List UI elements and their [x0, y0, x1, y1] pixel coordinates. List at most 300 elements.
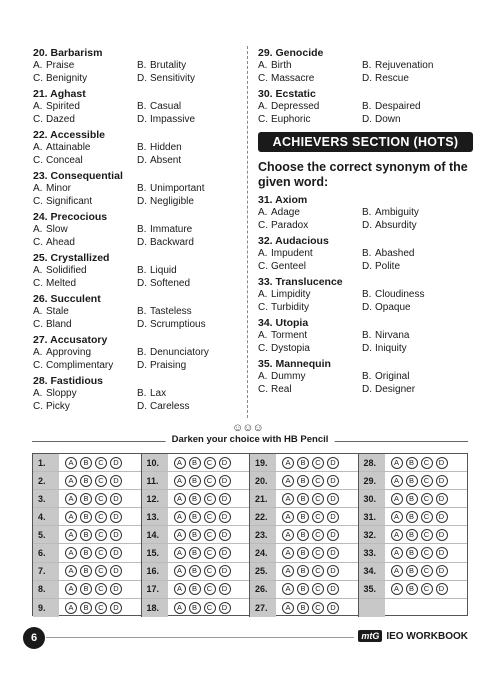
answer-bubble[interactable]: C: [421, 511, 433, 523]
option-letter: D.: [362, 383, 372, 395]
answer-bubble[interactable]: B: [189, 511, 201, 523]
option-text: Careless: [150, 400, 190, 412]
answer-bubble[interactable]: C: [312, 565, 324, 577]
answer-bubble[interactable]: C: [95, 493, 107, 505]
answer-bubble[interactable]: C: [312, 493, 324, 505]
option-list: [33, 306, 238, 331]
answer-number: 21.: [250, 490, 276, 507]
answer-bubble[interactable]: B: [189, 457, 201, 469]
option-text: Euphoric: [271, 113, 311, 125]
answer-bubble[interactable]: A: [174, 565, 186, 577]
option-text: Hidden: [150, 142, 182, 153]
answer-row: [359, 526, 468, 544]
option-list: [33, 101, 238, 126]
answer-bubble[interactable]: D: [436, 475, 448, 487]
bubble-group: [385, 547, 448, 559]
option-letter: A.: [258, 330, 268, 341]
option-item: [258, 302, 362, 315]
answer-bubble[interactable]: C: [204, 511, 216, 523]
option-item: [258, 289, 362, 302]
bubble-group: [59, 602, 122, 614]
answer-bubble[interactable]: B: [297, 529, 309, 541]
question-item: [258, 88, 473, 126]
answer-bubble[interactable]: B: [406, 493, 418, 505]
option-item: [33, 278, 137, 291]
answer-bubble[interactable]: C: [95, 547, 107, 559]
answer-bubble[interactable]: A: [174, 511, 186, 523]
answer-row: [250, 599, 358, 617]
option-list: [258, 207, 473, 232]
option-letter: D.: [137, 236, 147, 248]
option-letter: D.: [362, 113, 372, 125]
option-text: Approving: [46, 347, 92, 358]
answer-bubble[interactable]: B: [80, 547, 92, 559]
option-text: Polite: [375, 260, 401, 272]
answer-number: 12.: [142, 490, 168, 507]
option-item: [137, 360, 238, 373]
option-text: Iniquity: [375, 342, 407, 354]
answer-row: [359, 508, 468, 526]
option-item: [137, 142, 238, 155]
question-title: 24. Precocious: [33, 211, 108, 223]
answer-bubble[interactable]: B: [189, 475, 201, 487]
answer-bubble[interactable]: A: [282, 493, 294, 505]
option-text: Down: [375, 113, 401, 125]
answer-bubble[interactable]: A: [391, 475, 403, 487]
answer-bubble[interactable]: B: [80, 583, 92, 595]
answer-bubble[interactable]: D: [219, 565, 231, 577]
answer-bubble[interactable]: A: [282, 602, 294, 614]
answer-number: 25.: [250, 563, 276, 580]
column-divider: [247, 46, 248, 418]
option-item: [362, 101, 473, 114]
answer-bubble[interactable]: B: [406, 457, 418, 469]
option-item: [137, 73, 238, 86]
answer-bubble[interactable]: C: [204, 602, 216, 614]
option-text: Genteel: [271, 260, 307, 272]
answer-bubble[interactable]: D: [436, 493, 448, 505]
option-letter: C.: [33, 359, 43, 371]
answer-bubble[interactable]: B: [297, 457, 309, 469]
answer-bubble[interactable]: B: [406, 565, 418, 577]
answer-bubble[interactable]: B: [406, 475, 418, 487]
answer-bubble[interactable]: B: [80, 457, 92, 469]
option-item: [33, 360, 137, 373]
answer-bubble[interactable]: B: [189, 602, 201, 614]
answer-bubble[interactable]: A: [65, 565, 77, 577]
option-letter: C.: [258, 72, 268, 84]
question-title: 25. Crystallized: [33, 252, 110, 264]
answer-bubble[interactable]: A: [282, 511, 294, 523]
answer-bubble[interactable]: D: [219, 493, 231, 505]
answer-bubble[interactable]: C: [312, 602, 324, 614]
answer-bubble[interactable]: A: [174, 493, 186, 505]
option-letter: B.: [137, 183, 147, 194]
answer-bubble[interactable]: A: [65, 602, 77, 614]
answer-number: 2.: [33, 472, 59, 489]
answer-bubble[interactable]: B: [80, 529, 92, 541]
option-letter: D.: [137, 72, 147, 84]
answer-bubble[interactable]: A: [65, 547, 77, 559]
option-letter: A.: [33, 347, 43, 358]
answer-bubble[interactable]: C: [421, 529, 433, 541]
answer-bubble[interactable]: D: [219, 547, 231, 559]
option-text: Impassive: [150, 113, 196, 125]
answer-bubble[interactable]: D: [436, 565, 448, 577]
option-list: [258, 248, 473, 273]
answer-bubble[interactable]: A: [282, 529, 294, 541]
answer-bubble[interactable]: C: [421, 475, 433, 487]
option-letter: A.: [33, 142, 43, 153]
bubble-group: [385, 475, 448, 487]
question-title: 21. Aghast: [33, 88, 86, 100]
answer-bubble[interactable]: C: [204, 583, 216, 595]
answer-bubble[interactable]: A: [391, 547, 403, 559]
bubble-group: [276, 583, 339, 595]
bubble-group: [59, 511, 122, 523]
question-item: [258, 47, 473, 85]
answer-bubble[interactable]: B: [189, 529, 201, 541]
answer-bubble[interactable]: B: [297, 602, 309, 614]
answer-bubble[interactable]: D: [110, 547, 122, 559]
answer-number: 32.: [359, 526, 385, 543]
answer-bubble[interactable]: B: [406, 529, 418, 541]
bubble-group: [168, 602, 231, 614]
option-item: [137, 224, 238, 237]
question-item: [33, 375, 238, 413]
answer-bubble[interactable]: B: [80, 475, 92, 487]
answer-bubble[interactable]: D: [436, 583, 448, 595]
option-text: Rescue: [375, 72, 409, 84]
option-letter: A.: [33, 183, 43, 194]
answer-bubble[interactable]: C: [312, 547, 324, 559]
option-text: Bland: [46, 318, 72, 330]
question-title: 29. Genocide: [258, 47, 324, 59]
answer-bubble[interactable]: A: [282, 547, 294, 559]
answer-bubble[interactable]: D: [327, 547, 339, 559]
answer-bubble[interactable]: D: [110, 511, 122, 523]
bubble-group: [385, 529, 448, 541]
option-letter: D.: [362, 72, 372, 84]
darken-text: Darken your choice with HB Pencil: [166, 434, 335, 445]
bubble-group: [59, 529, 122, 541]
answer-number: 26.: [250, 581, 276, 598]
answer-row: [359, 581, 468, 599]
option-item: [137, 319, 238, 332]
question-item: [33, 170, 238, 208]
answer-bubble[interactable]: C: [421, 547, 433, 559]
option-text: Impudent: [271, 248, 313, 259]
answer-number: [359, 599, 385, 617]
option-item: [33, 155, 137, 168]
option-text: Complimentary: [46, 359, 114, 371]
answer-bubble[interactable]: B: [297, 511, 309, 523]
answer-bubble[interactable]: C: [312, 475, 324, 487]
answer-number: 29.: [359, 472, 385, 489]
answer-bubble[interactable]: A: [282, 457, 294, 469]
option-text: Dystopia: [271, 342, 310, 354]
option-letter: B.: [137, 60, 147, 71]
answer-bubble[interactable]: D: [219, 457, 231, 469]
option-letter: A.: [258, 289, 268, 300]
answer-bubble[interactable]: D: [219, 583, 231, 595]
answer-bubble[interactable]: A: [174, 547, 186, 559]
answer-bubble[interactable]: A: [174, 583, 186, 595]
option-letter: B.: [362, 371, 372, 382]
bubble-group: [276, 493, 339, 505]
answer-row: [250, 581, 358, 599]
option-item: [362, 371, 473, 384]
answer-number: 27.: [250, 599, 276, 617]
bubble-group: [59, 457, 122, 469]
answer-row: [142, 454, 250, 472]
bubble-group: [276, 529, 339, 541]
answer-row: [359, 544, 468, 562]
answer-bubble[interactable]: A: [282, 583, 294, 595]
question-title: 30. Ecstatic: [258, 88, 316, 100]
answer-bubble[interactable]: B: [189, 565, 201, 577]
question-item: [33, 88, 238, 126]
option-text: Backward: [150, 236, 194, 248]
option-text: Absurdity: [375, 219, 417, 231]
answer-row: [33, 599, 141, 617]
answer-bubble[interactable]: B: [406, 547, 418, 559]
answer-bubble[interactable]: A: [174, 475, 186, 487]
option-letter: A.: [33, 265, 43, 276]
option-item: [258, 207, 362, 220]
option-item: [362, 289, 473, 302]
answer-bubble[interactable]: C: [204, 565, 216, 577]
answer-bubble[interactable]: B: [297, 493, 309, 505]
bubble-group: [59, 475, 122, 487]
answer-bubble[interactable]: C: [95, 602, 107, 614]
option-text: Benignity: [46, 72, 88, 84]
answer-bubble[interactable]: C: [312, 529, 324, 541]
option-item: [137, 347, 238, 360]
option-item: [258, 73, 362, 86]
darken-instruction: [32, 434, 468, 448]
answer-bubble[interactable]: B: [80, 602, 92, 614]
answer-number: 30.: [359, 490, 385, 507]
option-letter: A.: [258, 60, 268, 71]
answer-bubble[interactable]: C: [204, 529, 216, 541]
answer-bubble[interactable]: C: [312, 511, 324, 523]
option-letter: B.: [137, 101, 147, 112]
option-text: Liquid: [150, 265, 177, 276]
answer-grid-column: [33, 454, 142, 617]
answer-bubble[interactable]: A: [174, 529, 186, 541]
option-letter: A.: [258, 248, 268, 259]
answer-bubble[interactable]: A: [65, 457, 77, 469]
option-item: [33, 114, 137, 127]
answer-bubble[interactable]: C: [95, 583, 107, 595]
option-letter: A.: [258, 101, 268, 112]
answer-bubble[interactable]: D: [110, 529, 122, 541]
answer-bubble[interactable]: D: [327, 583, 339, 595]
answer-bubble[interactable]: A: [391, 457, 403, 469]
answer-bubble[interactable]: D: [219, 475, 231, 487]
answer-bubble[interactable]: D: [327, 457, 339, 469]
answer-bubble[interactable]: D: [327, 493, 339, 505]
answer-bubble[interactable]: B: [297, 565, 309, 577]
option-letter: D.: [362, 301, 372, 313]
option-letter: B.: [362, 101, 372, 112]
option-text: Despaired: [375, 101, 421, 112]
answer-bubble[interactable]: C: [204, 547, 216, 559]
answer-bubble[interactable]: D: [110, 475, 122, 487]
option-letter: D.: [137, 154, 147, 166]
answer-bubble[interactable]: B: [406, 511, 418, 523]
answer-number: 10.: [142, 454, 168, 471]
question-item: [258, 194, 473, 232]
answer-bubble[interactable]: D: [327, 529, 339, 541]
option-item: [137, 183, 238, 196]
answer-number: 22.: [250, 508, 276, 525]
option-text: Unimportant: [150, 183, 205, 194]
answer-bubble[interactable]: D: [110, 583, 122, 595]
answer-bubble[interactable]: A: [65, 511, 77, 523]
option-item: [137, 60, 238, 73]
answer-bubble[interactable]: D: [219, 511, 231, 523]
answer-bubble[interactable]: A: [65, 493, 77, 505]
answer-row: [142, 544, 250, 562]
answer-bubble[interactable]: C: [95, 529, 107, 541]
answer-bubble[interactable]: D: [219, 602, 231, 614]
answer-row: [142, 599, 250, 617]
answer-row: [359, 490, 468, 508]
answer-bubble[interactable]: A: [391, 493, 403, 505]
option-item: [33, 319, 137, 332]
answer-bubble[interactable]: D: [436, 547, 448, 559]
answer-bubble[interactable]: C: [312, 457, 324, 469]
answer-bubble[interactable]: C: [421, 565, 433, 577]
answer-bubble[interactable]: A: [282, 475, 294, 487]
answer-bubble[interactable]: C: [204, 493, 216, 505]
option-item: [33, 60, 137, 73]
bubble-group: [59, 565, 122, 577]
option-letter: D.: [137, 277, 147, 289]
answer-bubble[interactable]: A: [65, 583, 77, 595]
answer-bubble[interactable]: C: [204, 457, 216, 469]
answer-bubble[interactable]: D: [436, 511, 448, 523]
option-text: Softened: [150, 277, 191, 289]
option-item: [362, 384, 473, 397]
bubble-group: [168, 583, 231, 595]
answer-bubble[interactable]: D: [110, 565, 122, 577]
answer-row: [142, 472, 250, 490]
answer-bubble[interactable]: D: [327, 511, 339, 523]
question-item: [258, 358, 473, 396]
answer-bubble[interactable]: C: [421, 457, 433, 469]
option-text: Massacre: [271, 72, 315, 84]
option-letter: B.: [137, 347, 147, 358]
answer-bubble[interactable]: A: [65, 475, 77, 487]
answer-row: [250, 544, 358, 562]
answer-bubble[interactable]: B: [189, 547, 201, 559]
answer-bubble[interactable]: C: [95, 511, 107, 523]
answer-row: [33, 454, 141, 472]
answer-bubble[interactable]: C: [95, 457, 107, 469]
answer-bubble[interactable]: B: [297, 547, 309, 559]
answer-grid-column: [142, 454, 251, 617]
answer-number: 14.: [142, 526, 168, 543]
answer-row: [250, 454, 358, 472]
brand: [354, 630, 468, 642]
answer-bubble[interactable]: D: [327, 475, 339, 487]
answer-bubble[interactable]: B: [297, 583, 309, 595]
question-item: [33, 252, 238, 290]
answer-bubble[interactable]: D: [110, 493, 122, 505]
answer-bubble[interactable]: A: [391, 529, 403, 541]
answer-bubble[interactable]: D: [110, 457, 122, 469]
answer-bubble[interactable]: B: [189, 583, 201, 595]
answer-bubble[interactable]: A: [391, 583, 403, 595]
option-letter: D.: [137, 400, 147, 412]
answer-bubble[interactable]: C: [421, 493, 433, 505]
answer-bubble[interactable]: A: [391, 565, 403, 577]
answer-bubble[interactable]: C: [95, 565, 107, 577]
option-text: Dummy: [271, 371, 306, 382]
option-letter: A.: [33, 60, 43, 71]
answer-bubble[interactable]: A: [174, 457, 186, 469]
option-item: [258, 330, 362, 343]
answer-bubble[interactable]: D: [219, 529, 231, 541]
option-text: Ahead: [46, 236, 75, 248]
answer-bubble[interactable]: D: [327, 602, 339, 614]
option-item: [33, 388, 137, 401]
answer-bubble[interactable]: C: [204, 475, 216, 487]
answer-number: 24.: [250, 544, 276, 561]
bubble-group: [385, 457, 448, 469]
option-text: Opaque: [375, 301, 411, 313]
answer-bubble[interactable]: C: [95, 475, 107, 487]
answer-bubble[interactable]: A: [282, 565, 294, 577]
option-item: [362, 207, 473, 220]
answer-bubble[interactable]: D: [436, 457, 448, 469]
answer-bubble[interactable]: A: [174, 602, 186, 614]
option-letter: C.: [258, 383, 268, 395]
option-item: [137, 265, 238, 278]
answer-number: 17.: [142, 581, 168, 598]
option-text: Significant: [46, 195, 93, 207]
answer-bubble[interactable]: B: [80, 565, 92, 577]
answer-bubble[interactable]: B: [80, 511, 92, 523]
answer-bubble[interactable]: B: [297, 475, 309, 487]
option-text: Cloudiness: [375, 289, 425, 300]
answer-bubble[interactable]: D: [436, 529, 448, 541]
answer-bubble[interactable]: A: [65, 529, 77, 541]
answer-bubble[interactable]: C: [421, 583, 433, 595]
option-item: [33, 224, 137, 237]
answer-bubble[interactable]: D: [110, 602, 122, 614]
option-letter: C.: [33, 154, 43, 166]
answer-bubble[interactable]: D: [327, 565, 339, 577]
answer-bubble[interactable]: B: [80, 493, 92, 505]
answer-bubble[interactable]: B: [406, 583, 418, 595]
answer-row: [33, 563, 141, 581]
answer-bubble[interactable]: A: [391, 511, 403, 523]
option-list: [33, 347, 238, 372]
option-item: [137, 114, 238, 127]
option-text: Abashed: [375, 248, 415, 259]
answer-bubble[interactable]: B: [189, 493, 201, 505]
option-item: [137, 388, 238, 401]
bubble-group: [168, 457, 231, 469]
option-text: Brutality: [150, 60, 187, 71]
option-item: [362, 248, 473, 261]
option-item: [33, 183, 137, 196]
answer-bubble[interactable]: C: [312, 583, 324, 595]
